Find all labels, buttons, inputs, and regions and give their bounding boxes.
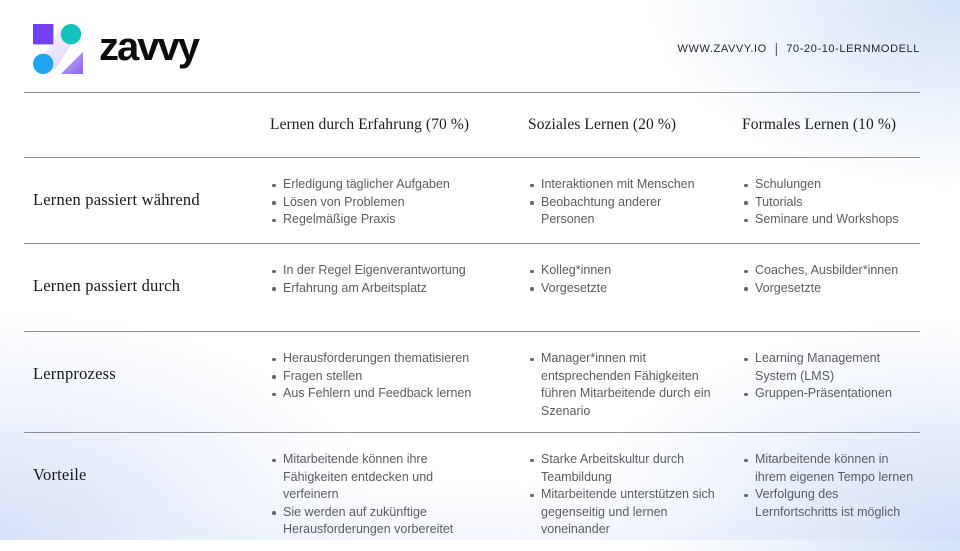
bullet-item: In der Regel Eigenverantwortung — [270, 262, 480, 280]
row-label: Vorteile — [33, 465, 87, 484]
bullet-item: Coaches, Ausbilder*innen — [742, 262, 916, 280]
table-cell — [528, 332, 742, 432]
bullet-item: Vorgesetzte — [742, 280, 916, 298]
bullet-item: Lösen von Problemen — [270, 194, 480, 212]
bullet-item: Interaktionen mit Menschen — [528, 176, 716, 194]
bullet-item: Erfahrung am Arbeitsplatz — [270, 280, 480, 298]
bullet-item: Learning Management System (LMS) — [742, 350, 916, 385]
brand — [30, 24, 198, 74]
doc-title: 70-20-10-LERNMODELL — [786, 43, 920, 55]
table-row — [24, 157, 920, 243]
bullet-item: Beobachtung anderer Personen — [528, 194, 716, 229]
table-cell — [528, 244, 742, 331]
row-label: Lernprozess — [33, 364, 116, 383]
bullet-item: Regelmäßige Praxis — [270, 211, 480, 229]
bullet-item: Seminare und Workshops — [742, 211, 916, 229]
bullet-list — [528, 262, 716, 297]
column-header-experiential: Lernen durch Erfahrung (70 %) — [270, 116, 470, 133]
header — [0, 0, 960, 92]
bullet-list — [742, 262, 916, 297]
table-body — [24, 157, 920, 551]
table-cell — [528, 433, 742, 551]
table-cell — [742, 332, 920, 432]
bullet-list — [742, 350, 916, 403]
table-cell — [270, 158, 528, 243]
table-row — [24, 331, 920, 432]
table-cell — [742, 244, 920, 331]
zavvy-logo-icon — [30, 24, 86, 74]
bullet-list — [742, 451, 916, 521]
separator: | — [774, 41, 779, 57]
bullet-list — [270, 262, 480, 297]
bullet-list — [270, 451, 480, 539]
row-label: Lernen passiert während — [33, 190, 200, 209]
table-cell — [270, 332, 528, 432]
bullet-item: Mitarbeitende können in ihrem eigenen Tempo lernen — [742, 451, 916, 486]
bullet-item: Schulungen — [742, 176, 916, 194]
website-url: WWW.ZAVVY.IO — [677, 43, 767, 55]
table-cell — [270, 244, 528, 331]
bullet-item: Sie werden auf zukünftige Herausforderungen vorbereitet — [270, 504, 480, 539]
brand-wordmark: zavvy — [99, 25, 198, 69]
table-cell — [528, 158, 742, 243]
bullet-item: Verfolgung des Lernfortschritts ist möglich — [742, 486, 916, 521]
row-label: Lernen passiert durch — [33, 276, 181, 295]
learning-model-table — [24, 93, 920, 551]
table-header-row — [24, 93, 920, 157]
bullet-item: Aus Fehlern und Feedback lernen — [270, 385, 480, 403]
bullet-item: Gruppen-Präsentationen — [742, 385, 916, 403]
bullet-item: Manager*innen mit entsprechenden Fähigkeiten führen Mitarbeitende durch ein Szenario — [528, 350, 716, 420]
bullet-item: Starke Arbeitskultur durch Teambildung — [528, 451, 716, 486]
bullet-item: Kolleg*innen — [528, 262, 716, 280]
bullet-item: Erledigung täglicher Aufgaben — [270, 176, 480, 194]
bullet-item: Vorgesetzte — [528, 280, 716, 298]
table-row — [24, 243, 920, 331]
header-meta — [678, 43, 920, 55]
column-header-formal: Formales Lernen (10 %) — [742, 116, 897, 133]
bullet-item: Fragen stellen — [270, 368, 480, 386]
bullet-item: Mitarbeitende unterstützen sich gegenseitig und lernen voneinander — [528, 486, 716, 539]
bullet-list — [742, 176, 916, 229]
table-cell — [270, 433, 528, 551]
bullet-item: Tutorials — [742, 194, 916, 212]
bullet-item: Mitarbeitende können ihre Fähigkeiten entdecken und verfeinern — [270, 451, 480, 504]
bullet-list — [528, 451, 716, 539]
column-header-social: Soziales Lernen (20 %) — [528, 116, 677, 133]
table-cell — [742, 433, 920, 551]
bullet-list — [528, 350, 716, 420]
bullet-list — [270, 350, 480, 403]
bullet-item: Herausforderungen thematisieren — [270, 350, 480, 368]
bullet-list — [528, 176, 716, 229]
table-cell — [742, 158, 920, 243]
bullet-list — [270, 176, 480, 229]
table-row — [24, 432, 920, 551]
